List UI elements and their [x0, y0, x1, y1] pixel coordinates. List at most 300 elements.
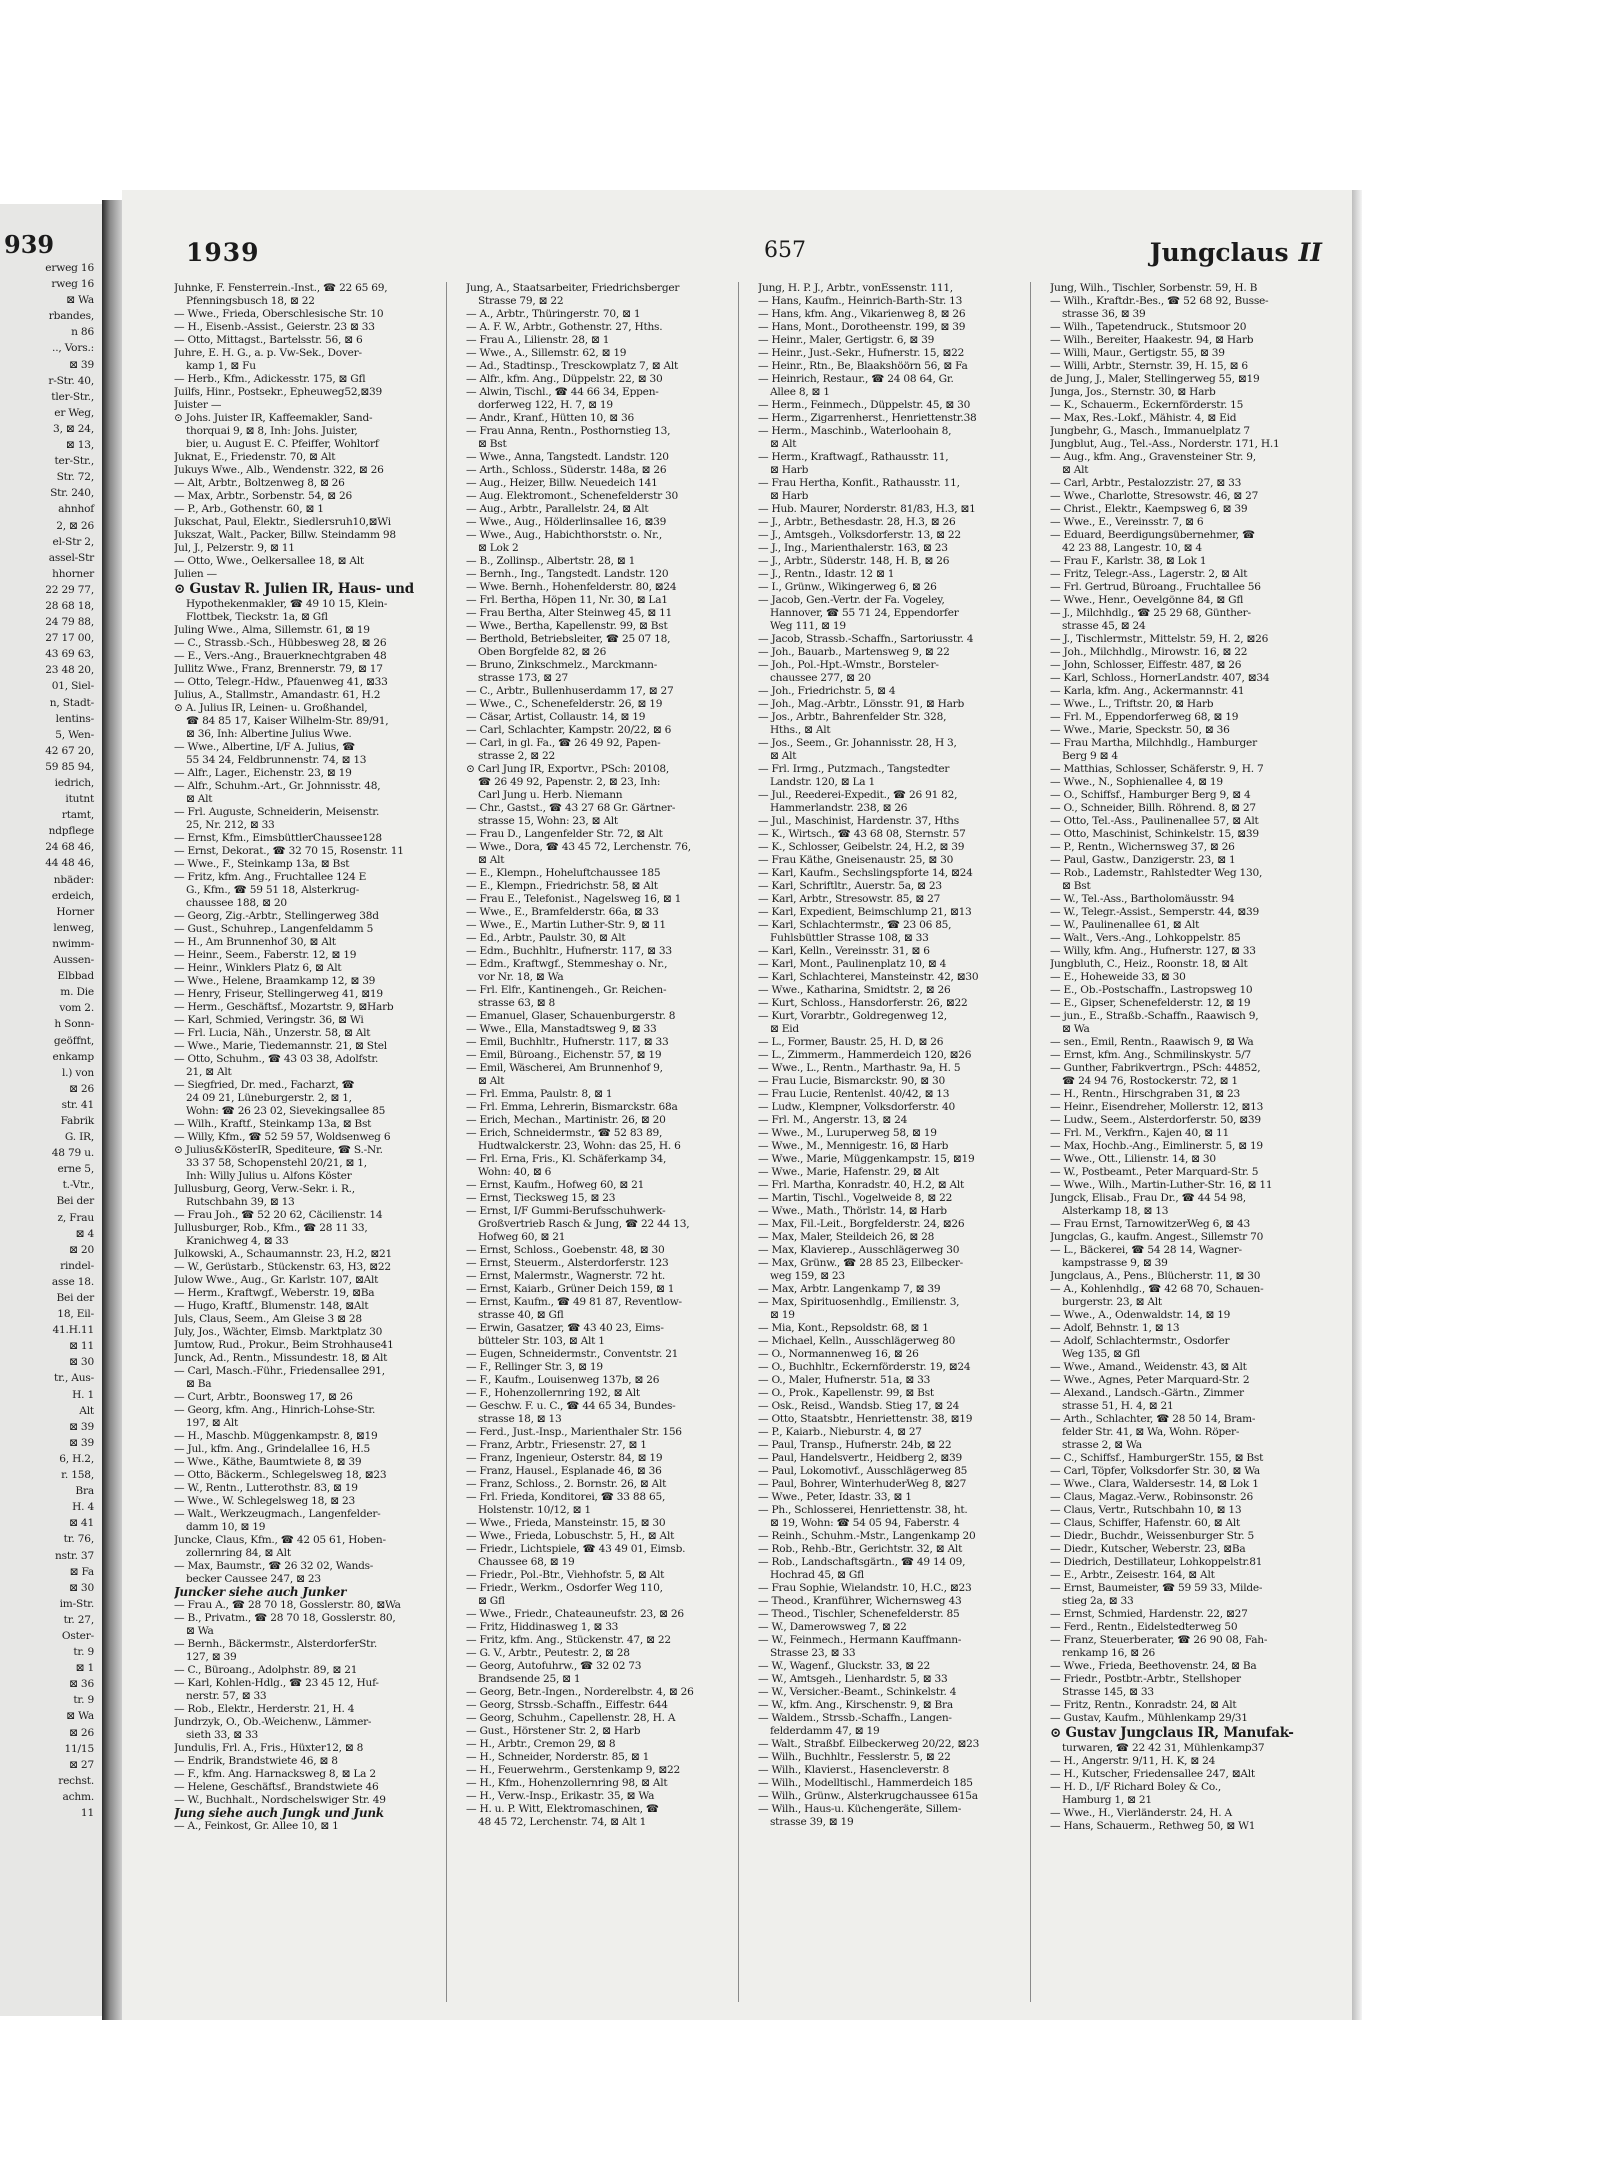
directory-entry: — Karla, kfm. Ang., Ackermannstr. 41: [1050, 685, 1245, 697]
directory-entry: Strasse 23, ⊠ 33: [770, 1647, 856, 1659]
directory-entry: — Ernst, Kaufm., Hofweg 60, ⊠ 21: [466, 1179, 645, 1191]
directory-entry: — Wilh., Klavierst., Hasencleverstr. 8: [758, 1764, 950, 1776]
directory-entry: — W., Wagenf., Gluckstr. 33, ⊠ 22: [758, 1660, 930, 1672]
directory-entry: — Michael, Kelln., Ausschlägerweg 80: [758, 1335, 956, 1347]
directory-entry: — Wwe., Marie, Speckstr. 50, ⊠ 36: [1050, 724, 1230, 736]
directory-entry: de Jung, J., Maler, Stellingerweg 55, ⊠19: [1050, 373, 1260, 385]
left-page-line: 24 68 46,: [45, 841, 94, 854]
directory-entry: ⊠ 19, Wohn: ☎ 54 05 94, Faberstr. 4: [770, 1517, 960, 1529]
directory-entry: — Reinh., Schuhm.-Mstr., Langenkamp 20: [758, 1530, 976, 1542]
directory-entry: — Aug., Arbtr., Parallelstr. 24, ⊠ Alt: [466, 503, 649, 515]
left-page-line: 27 17 00,: [45, 632, 94, 645]
directory-entry: — Frau D., Langenfelder Str. 72, ⊠ Alt: [466, 828, 663, 840]
directory-entry: — F., Rellinger Str. 3, ⊠ 19: [466, 1361, 603, 1373]
directory-entry: — Wwe., Marie, Tiedemannstr. 21, ⊠ Stel: [174, 1040, 387, 1052]
directory-entry: — Paul, Handelsvertr., Heidberg 2, ⊠39: [758, 1452, 962, 1464]
directory-entry: July, Jos., Wächter, Eimsb. Marktplatz 30: [174, 1326, 383, 1338]
directory-entry: ⊠ Gfl: [478, 1595, 505, 1607]
left-page-line: 44 48 46,: [45, 857, 94, 870]
directory-entry: — J., Ing., Marienthalerstr. 163, ⊠ 23: [758, 542, 948, 554]
directory-entry: Jungclaus, A., Pens., Blücherstr. 11, ⊠ 30: [1050, 1270, 1261, 1282]
left-page-line: tr. 9: [73, 1646, 94, 1659]
directory-entry: — Paul, Lokomotivf., Ausschlägerweg 85: [758, 1465, 968, 1477]
directory-entry: ⊠ Eid: [770, 1023, 799, 1035]
directory-entry: — A., Feinkost, Gr. Allee 10, ⊠ 1: [174, 1820, 339, 1832]
directory-entry: — P., Arb., Gothenstr. 60, ⊠ 1: [174, 503, 324, 515]
directory-entry: Hannover, ☎ 55 71 24, Eppendorfer: [770, 607, 959, 619]
left-page-line: tr. 9: [73, 1694, 94, 1707]
directory-entry: 24 09 21, Lüneburgerstr. 2, ⊠ 1,: [186, 1092, 352, 1104]
left-page-line: ⊠ 13,: [65, 439, 94, 452]
left-page-line: l.) von: [61, 1066, 94, 1079]
left-page-line: iedrich,: [54, 777, 94, 789]
directory-entry: — O., Schneider, Billh. Röhrend. 8, ⊠ 27: [1050, 802, 1256, 814]
left-page-line: nstr. 37: [54, 1549, 94, 1562]
directory-entry: — Ernst, Malermstr., Wagnerstr. 72 ht.: [466, 1270, 665, 1282]
left-page-line: er Weg,: [54, 406, 94, 419]
directory-entry: — Kurt, Schloss., Hansdorferstr. 26, ⊠22: [758, 997, 968, 1009]
directory-entry: — Frl. Irmg., Putzmach., Tangstedter: [758, 763, 950, 775]
directory-entry: — Emil, Wäscherei, Am Brunnenhof 9,: [466, 1062, 663, 1074]
directory-entry: — Karl, Schloss., HornerLandstr. 407, ⊠34: [1050, 672, 1270, 684]
left-page-line: ⊠ 1: [75, 1662, 94, 1675]
directory-entry: — Frl. Auguste, Schneiderin, Meisenstr.: [174, 806, 380, 818]
left-page-line: 11: [80, 1807, 94, 1819]
directory-entry: — Frl. Elfr., Kantinengeh., Gr. Reichen-: [466, 984, 667, 996]
directory-entry: — Frau Lucie, Bismarckstr. 90, ⊠ 30: [758, 1075, 945, 1087]
left-page-line: Alt: [79, 1404, 94, 1417]
left-page-line: Oster-: [61, 1629, 94, 1642]
directory-entry: — F., kfm. Ang. Harnacksweg 8, ⊠ La 2: [174, 1768, 376, 1780]
directory-entry: Hths., ⊠ Alt: [770, 724, 831, 736]
directory-entry: — C., Büroang., Adolphstr. 89, ⊠ 21: [174, 1664, 358, 1676]
directory-entry: — L., Bäckerei, ☎ 54 28 14, Wagner-: [1050, 1244, 1242, 1256]
left-page-line: 24 79 88,: [45, 616, 94, 629]
directory-entry: — Otto, Wwe., Oelkersallee 18, ⊠ Alt: [174, 555, 364, 567]
directory-entry: — Heinr., Just.-Sekr., Hufnerstr. 15, ⊠22: [758, 347, 965, 359]
directory-entry: — Ad., Stadtinsp., Tresckowplatz 7, ⊠ Alt: [466, 360, 678, 372]
directory-entry: — Alfr., kfm. Ang., Düppelstr. 22, ⊠ 30: [466, 373, 663, 385]
directory-entry: — Osk., Reisd., Wandsb. Stieg 17, ⊠ 24: [758, 1400, 960, 1412]
directory-entry: Alsterkamp 18, ⊠ 13: [1062, 1205, 1169, 1217]
directory-entry: — L., Zimmerm., Hammerdeich 120, ⊠26: [758, 1049, 972, 1061]
directory-entry: — W., kfm. Ang., Kirschenstr. 9, ⊠ Bra: [758, 1699, 953, 1711]
directory-entry: — Max, Spirituosenhdlg., Emilienstr. 3,: [758, 1296, 960, 1308]
directory-entry: — Wwe., Anna, Tangstedt. Landstr. 120: [466, 451, 669, 463]
directory-entry: — E., Hoheweide 33, ⊠ 30: [1050, 971, 1186, 983]
directory-page: [122, 190, 1352, 2020]
directory-entry: — Hans, kfm. Ang., Vikarienweg 8, ⊠ 26: [758, 308, 966, 320]
directory-entry: — Karl, Schlachterei, Mansteinstr. 42, ⊠30: [758, 971, 979, 983]
left-page-line: 01, Siel-: [51, 680, 94, 693]
directory-entry: felderdamm 47, ⊠ 19: [770, 1725, 880, 1737]
directory-entry: — Claus, Schiffer, Hafenstr. 60, ⊠ Alt: [1050, 1517, 1241, 1529]
directory-entry: Brandsende 25, ⊠ 1: [478, 1673, 581, 1685]
directory-entry: — E., Gipser, Schenefelderstr. 12, ⊠ 19: [1050, 997, 1251, 1009]
directory-entry: Oben Borgfelde 82, ⊠ 26: [478, 646, 607, 658]
directory-entry: — E., Arbtr., Zeisestr. 164, ⊠ Alt: [1050, 1569, 1215, 1581]
directory-entry: — Paul, Transp., Hufnerstr. 24b, ⊠ 22: [758, 1439, 952, 1451]
directory-entry: — Max, Arbtr., Sorbenstr. 54, ⊠ 26: [174, 490, 352, 502]
directory-entry: Fuhlsbüttler Strasse 108, ⊠ 33: [770, 932, 929, 944]
directory-entry: — Wwe., Peter, Idastr. 33, ⊠ 1: [758, 1491, 912, 1503]
directory-entry: — O., Normannenweg 16, ⊠ 26: [758, 1348, 919, 1360]
directory-entry: Jumtow, Rud., Prokur., Beim Strohhause41: [174, 1339, 394, 1351]
directory-entry: 25, Nr. 212, ⊠ 33: [186, 819, 275, 831]
directory-entry: — Frau Hertha, Konfit., Rathausstr. 11,: [758, 477, 960, 489]
directory-entry: — Alfr., Schuhm.-Art., Gr. Johnnisstr. 48,: [174, 780, 381, 792]
directory-entry: Weg 111, ⊠ 19: [770, 620, 846, 632]
directory-entry: — J., Arbtr., Süderstr. 148, H. B, ⊠ 26: [758, 555, 950, 567]
directory-entry: — Frau Joh., ☎ 52 20 62, Cäcilienstr. 14: [174, 1209, 383, 1221]
directory-entry: — J., Amtsgeh., Volksdorferstr. 13, ⊠ 22: [758, 529, 961, 541]
directory-entry: — Gust., Schuhrep., Langenfeldamm 5: [174, 923, 374, 935]
directory-entry: — Martin, Tischl., Vogelweide 8, ⊠ 22: [758, 1192, 953, 1204]
directory-entry: — J., Rentn., Idastr. 12 ⊠ 1: [758, 568, 895, 580]
directory-entry: — Wwe., Aug., Habichthorststr. o. Nr.,: [466, 529, 663, 541]
directory-entry: — Erich, Schneidermstr., ☎ 52 83 89,: [466, 1127, 663, 1139]
directory-entry: — Mia, Kont., Repsoldstr. 68, ⊠ 1: [758, 1322, 929, 1334]
directory-entry: — B., Zollinsp., Albertstr. 28, ⊠ 1: [466, 555, 636, 567]
directory-entry: strasse 63, ⊠ 8: [478, 997, 556, 1009]
directory-entry: — Kurt, Vorarbtr., Goldregenweg 12,: [758, 1010, 947, 1022]
directory-entry: — Paul, Bohrer, WinterhuderWeg 8, ⊠27: [758, 1478, 967, 1490]
directory-entry: — Ernst, Steuerm., Alsterdorferstr. 123: [466, 1257, 669, 1269]
directory-entry: strasse 40, ⊠ Gfl: [478, 1309, 564, 1321]
left-page-line: ⊠ 11: [69, 1340, 94, 1353]
directory-entry: — Wwe., A., Odenwaldstr. 14, ⊠ 19: [1050, 1309, 1231, 1321]
directory-entry: — Franz, Steuerberater, ☎ 26 90 08, Fah-: [1050, 1634, 1268, 1646]
directory-entry: — Emil, Büroang., Eichenstr. 57, ⊠ 19: [466, 1049, 662, 1061]
left-page-line: 5, Wen-: [55, 728, 94, 741]
directory-entry: thorquai 9, ⊠ 8, Inh: Johs. Juister,: [186, 425, 358, 437]
left-page-line: im-Str.: [59, 1597, 94, 1610]
directory-entry: — E., Vers.-Ang., Brauerknechtgraben 48: [174, 650, 387, 662]
directory-entry: — Carl, Töpfer, Volksdorfer Str. 30, ⊠ Wa: [1050, 1465, 1260, 1477]
directory-entry: — Eugen, Schneidermstr., Conventstr. 21: [466, 1348, 679, 1360]
directory-entry: nerstr. 57, ⊠ 33: [186, 1690, 267, 1702]
directory-entry: — Arth., Schlachter, ☎ 28 50 14, Bram-: [1050, 1413, 1256, 1425]
directory-entry: — Hub. Maurer, Norderstr. 81/83, H.3, ⊠1: [758, 503, 976, 515]
directory-entry: Jung, A., Staatsarbeiter, Friedrichsberger: [466, 282, 680, 294]
directory-entry: — Max, Baumstr., ☎ 26 32 02, Wands-: [174, 1560, 374, 1572]
directory-entry: damm 10, ⊠ 19: [186, 1521, 266, 1533]
directory-entry: — Heinrich, Restaur., ☎ 24 08 64, Gr.: [758, 373, 954, 385]
directory-entry: ⊙ Carl Jung IR, Exportvr., PSch: 20108,: [466, 763, 669, 775]
directory-entry: 127, ⊠ 39: [186, 1651, 237, 1663]
directory-entry: — Hans, Kaufm., Heinrich-Barth-Str. 13: [758, 295, 963, 307]
directory-entry: — Wwe., Ella, Manstadtsweg 9, ⊠ 33: [466, 1023, 657, 1035]
directory-entry: — Wwe., Marie, Müggenkampstr. 15, ⊠19: [758, 1153, 975, 1165]
directory-entry: — H., Feuerwehrm., Gerstenkamp 9, ⊠22: [466, 1764, 680, 1776]
directory-entry: ⊠ Alt: [478, 854, 505, 866]
left-page-line: Bei der: [56, 1195, 94, 1208]
left-page-line: 11/15: [64, 1742, 94, 1755]
directory-entry: — Wwe., Frieda, Mansteinstr. 15, ⊠ 30: [466, 1517, 666, 1529]
left-page-line: ⊠ 26: [69, 1726, 94, 1739]
directory-entry: — Friedr., Postbtr.-Arbtr., Stellshoper: [1050, 1673, 1241, 1685]
directory-entry: — Otto, Telegr.-Hdw., Pfauenweg 41, ⊠33: [174, 676, 388, 688]
directory-entry: — W., Gerüstarb., Stückenstr. 63, H3, ⊠22: [174, 1261, 391, 1273]
directory-entry: — H. D., I/F Richard Boley & Co.,: [1050, 1781, 1222, 1793]
left-page-line: lenweg,: [53, 921, 94, 934]
left-page-line: 43 69 63,: [45, 648, 94, 661]
left-page-line: geöffnt,: [53, 1034, 94, 1047]
directory-entry: — Wwe., E., Martin Luther-Str. 9, ⊠ 11: [466, 919, 666, 931]
directory-entry: — Frau A., ☎ 28 70 18, Gosslerstr. 80, ⊠Wa: [174, 1599, 401, 1611]
directory-entry: — Arth., Schloss., Süderstr. 148a, ⊠ 26: [466, 464, 667, 476]
left-page-line: r-Str. 40,: [48, 374, 94, 387]
directory-entry: bütteler Str. 103, ⊠ Alt 1: [478, 1335, 605, 1347]
directory-entry: — Frl. M., Eppendorferweg 68, ⊠ 19: [1050, 711, 1239, 723]
left-page-line: ⊠ 26: [69, 1082, 94, 1095]
directory-entry: Jung, Wilh., Tischler, Sorbenstr. 59, H. B: [1050, 282, 1258, 294]
directory-entry: — Max, Res.-Lokf., Mähistr. 4, ⊠ Eid: [1050, 412, 1237, 424]
running-head-section: II: [1298, 238, 1322, 267]
directory-entry: — H. u. P. Witt, Elektromaschinen, ☎: [466, 1803, 659, 1815]
left-page-line: rechst.: [58, 1774, 94, 1787]
left-page-line: Bei der: [56, 1292, 94, 1304]
directory-entry: Jullitz Wwe., Franz, Brennerstr. 79, ⊠ 17: [174, 663, 383, 675]
left-page-line: rbandes,: [48, 310, 94, 323]
directory-entry: — W., Paulinenallee 61, ⊠ Alt: [1050, 919, 1200, 931]
directory-entry: renkamp 16, ⊠ 26: [1062, 1647, 1156, 1659]
left-page-line: el-Str 2,: [52, 535, 94, 548]
directory-entry: ⊙ Gustav R. Julien IR, Haus- und: [174, 581, 414, 597]
directory-entry: Jungbehr, G., Masch., Immanuelplatz 7: [1050, 425, 1250, 437]
directory-entry: — Wwe., Frieda, Oberschlesische Str. 10: [174, 308, 384, 320]
directory-entry: — Walt., Straßbf. Eilbeckerweg 20/22, ⊠23: [758, 1738, 980, 1750]
directory-entry: — W., Amtsgeh., Lienhardstr. 5, ⊠ 33: [758, 1673, 948, 1685]
directory-entry: — Wilh., Kraftf., Steinkamp 13a, ⊠ Bst: [174, 1118, 372, 1130]
directory-entry: — Wwe., Wilh., Martin-Luther-Str. 16, ⊠ 11: [1050, 1179, 1273, 1191]
directory-entry: — Fritz, Hiddinasweg 1, ⊠ 33: [466, 1621, 619, 1633]
directory-entry: — Otto, Staatsbtr., Henriettenstr. 38, ⊠19: [758, 1413, 973, 1425]
directory-entry: ⊠ Alt: [186, 793, 213, 805]
directory-entry: — Otto, Tel.-Ass., Paulinenallee 57, ⊠ Alt: [1050, 815, 1259, 827]
directory-entry: Jullusburg, Georg, Verw.-Sekr. i. R.,: [174, 1183, 355, 1195]
directory-entry: — Alwin, Tischl., ☎ 44 66 34, Eppen-: [466, 386, 659, 398]
left-page-line: rindel-: [60, 1259, 94, 1272]
directory-entry: — Franz, Schloss., 2. Bornstr. 26, ⊠ Alt: [466, 1478, 667, 1490]
directory-entry: Juknat, E., Friedenstr. 70, ⊠ Alt: [174, 451, 336, 463]
directory-entry: Juhnke, F. Fensterrein.-Inst., ☎ 22 65 69,: [174, 282, 388, 294]
directory-entry: — E., Klempn., Friedrichstr. 58, ⊠ Alt: [466, 880, 658, 892]
directory-entry: — Frau Anna, Rentn., Posthornstieg 13,: [466, 425, 671, 437]
directory-entry: — Frau Martha, Milchhdlg., Hamburger: [1050, 737, 1257, 749]
directory-entry: — Georg, kfm. Ang., Hinrich-Lohse-Str.: [174, 1404, 376, 1416]
directory-entry: — Carl, Arbtr., Pestalozzistr. 27, ⊠ 33: [1050, 477, 1242, 489]
directory-entry: — Herm., Maschinb., Waterloohain 8,: [758, 425, 952, 437]
directory-entry: — Wwe., Käthe, Baumtwiete 8, ⊠ 39: [174, 1456, 362, 1468]
directory-entry: — Karl, Kohlen-Hdlg., ☎ 23 45 12, Huf-: [174, 1677, 379, 1689]
left-page-line: m. Die: [60, 986, 94, 999]
directory-entry: — Curt, Arbtr., Boonsweg 17, ⊠ 26: [174, 1391, 353, 1403]
directory-entry: — I., Grünw., Wikingerweg 6, ⊠ 26: [758, 581, 937, 593]
directory-entry: — Rob., Rehb.-Btr., Gerichtstr. 32, ⊠ Alt: [758, 1543, 963, 1555]
directory-entry: Jungclas, G., kaufm. Angest., Sillemstr 70: [1050, 1231, 1264, 1243]
left-page-line: ⊠ 30: [69, 1581, 94, 1594]
directory-entry: — Paul, Gastw., Danzigerstr. 23, ⊠ 1: [1050, 854, 1236, 866]
directory-entry: — Siegfried, Dr. med., Facharzt, ☎: [174, 1079, 355, 1091]
directory-entry: — Ernst, Kfm., EimsbüttlerChaussee128: [174, 832, 382, 844]
directory-entry: Weg 135, ⊠ Gfl: [1062, 1348, 1140, 1360]
left-page-year: 939: [4, 230, 55, 259]
directory-entry: — Frl. Gertrud, Büroang., Fruchtallee 56: [1050, 581, 1261, 593]
directory-entry: — Wwe., W. Schlegelsweg 18, ⊠ 23: [174, 1495, 356, 1507]
left-page-line: 18, Eil-: [57, 1308, 94, 1321]
directory-entry: — Frau Sophie, Wielandstr. 10, H.C., ⊠23: [758, 1582, 972, 1594]
directory-entry: — Georg, Schuhm., Capellenstr. 28, H. A: [466, 1712, 676, 1724]
directory-entry: — Wwe., Henr., Oevelgönne 84, ⊠ Gfl: [1050, 594, 1244, 606]
directory-entry: — Max, Grünw., ☎ 28 85 23, Eilbecker-: [758, 1257, 963, 1269]
directory-entry: Hudtwalckerstr. 23, Wohn: das 25, H. 6: [478, 1140, 681, 1152]
directory-entry: Rutschbahn 39, ⊠ 13: [186, 1196, 295, 1208]
directory-entry: ⊠ Alt: [770, 750, 797, 762]
directory-entry: — Theod., Tischler, Schenefelderstr. 85: [758, 1608, 960, 1620]
directory-columns: [174, 282, 1340, 2002]
directory-entry: — O., Buchhltr., Eckernförderstr. 19, ⊠24: [758, 1361, 971, 1373]
directory-entry: — Joh., Mag.-Arbtr., Lönsstr. 91, ⊠ Harb: [758, 698, 965, 710]
directory-entry: ☎ 24 94 76, Rostockerstr. 72, ⊠ 1: [1062, 1075, 1238, 1087]
directory-entry: — Jacob, Strassb.-Schaffn., Sartoriusstr. 4: [758, 633, 974, 645]
running-head: [1150, 238, 1322, 267]
directory-entry: — Ernst, Kaufm., ☎ 49 81 87, Reventlow-: [466, 1296, 682, 1308]
directory-entry: — Herm., Kraftwgf., Weberstr. 19, ⊠Ba: [174, 1287, 375, 1299]
directory-entry: — Heinr., Eisendreher, Mollerstr. 12, ⊠13: [1050, 1101, 1264, 1113]
directory-entry: — sen., Emil, Rentn., Raawisch 9, ⊠ Wa: [1050, 1036, 1254, 1048]
left-page-line: rtamt,: [61, 809, 94, 822]
left-page-line: ndpflege: [48, 825, 94, 838]
left-page-line: ahnhof: [58, 503, 94, 516]
directory-entry: — Hugo, Kraftf., Blumenstr. 148, ⊠Alt: [174, 1300, 369, 1312]
directory-entry: — Frau Lucie, Rentenlst. 40/42, ⊠ 13: [758, 1088, 950, 1100]
directory-entry: weg 159, ⊠ 23: [770, 1270, 845, 1282]
directory-entry: — Willi, Arbtr., Sternstr. 39, H. 15, ⊠ 6: [1050, 360, 1248, 372]
directory-entry: — Diedr., Buchdr., Weissenburger Str. 5: [1050, 1530, 1254, 1542]
left-page-line: ⊠ 36: [69, 1678, 94, 1691]
directory-entry: — H., Rentn., Hirschgraben 31, ⊠ 23: [1050, 1088, 1241, 1100]
directory-entry: — Wwe., Clara, Waldersestr. 14, ⊠ Lok 1: [1050, 1478, 1259, 1490]
directory-entry: — Claus, Magaz.-Verw., Robinsonstr. 26: [1050, 1491, 1253, 1503]
directory-entry: — John, Schlosser, Eiffestr. 487, ⊠ 26: [1050, 659, 1242, 671]
directory-entry: — Wwe., Bertha, Kapellenstr. 99, ⊠ Bst: [466, 620, 668, 632]
directory-entry: strasse 39, ⊠ 19: [770, 1816, 854, 1828]
directory-entry: — Wwe., M., Luruperweg 58, ⊠ 19: [758, 1127, 937, 1139]
directory-entry: — Frau Bertha, Alter Steinweg 45, ⊠ 11: [466, 607, 673, 619]
directory-entry: — W., Feinmech., Hermann Kauffmann-: [758, 1634, 962, 1646]
directory-entry: Jungblut, Aug., Tel.-Ass., Norderstr. 171, H.1: [1050, 438, 1280, 450]
directory-entry: — Joh., Bauarb., Martensweg 9, ⊠ 22: [758, 646, 950, 658]
directory-entry: — H., Angerstr. 9/11, H. K, ⊠ 24: [1050, 1755, 1216, 1767]
directory-entry: Jung siehe auch Jungk und Junk: [174, 1807, 384, 1820]
column-1: [174, 282, 447, 2002]
left-page-line: erne 5,: [57, 1163, 94, 1176]
directory-entry: — Jacob, Gen.-Vertr. der Fa. Vogeley,: [758, 594, 945, 606]
left-page-line: Fabrik: [60, 1114, 94, 1127]
directory-entry: Juhre, E. H. G., a. p. Vw-Sek., Dover-: [174, 347, 362, 359]
directory-entry: — A., Arbtr., Thüringerstr. 70, ⊠ 1: [466, 308, 641, 320]
left-page-line: str. 41: [61, 1098, 94, 1111]
directory-entry: — Wwe., Math., Thörlstr. 14, ⊠ Harb: [758, 1205, 947, 1217]
directory-entry: Holstenstr. 10/12, ⊠ 1: [478, 1504, 591, 1516]
directory-entry: — Jul., kfm. Ang., Grindelallee 16, H.5: [174, 1443, 370, 1455]
directory-entry: Wohn: ☎ 26 23 02, Sievekingsallee 85: [186, 1105, 386, 1117]
directory-entry: — Georg, Betr.-Ingen., Norderelbstr. 4, ⊠ 26: [466, 1686, 694, 1698]
directory-entry: Juister —: [174, 399, 222, 411]
directory-entry: — Wwe., L., Triftstr. 20, ⊠ Harb: [1050, 698, 1214, 710]
directory-entry: — Franz, Hausel., Esplanade 46, ⊠ 36: [466, 1465, 662, 1477]
directory-entry: — Wwe., H., Vierländerstr. 24, H. A: [1050, 1807, 1232, 1819]
left-page-line: achm.: [62, 1790, 94, 1803]
directory-entry: — Bruno, Zinkschmelz., Marckmann-: [466, 659, 658, 671]
directory-entry: — Ernst, Tiecksweg 15, ⊠ 23: [466, 1192, 616, 1204]
directory-entry: 33 37 58, Schopenstehl 20/21, ⊠ 1,: [186, 1157, 367, 1169]
directory-entry: stieg 2a, ⊠ 33: [1062, 1595, 1134, 1607]
directory-entry: ⊠ 19: [770, 1309, 795, 1321]
left-page-line: erdeich,: [51, 889, 94, 902]
directory-entry: — Heinr., Rtn., Be, Blaakshöörn 56, ⊠ Fa: [758, 360, 968, 372]
directory-entry: — Otto, Maschinist, Schinkelstr. 15, ⊠39: [1050, 828, 1259, 840]
directory-entry: — Georg, Strssb.-Schaffn., Eiffestr. 644: [466, 1699, 668, 1711]
directory-entry: — Frl. Frieda, Konditorei, ☎ 33 88 65,: [466, 1491, 666, 1503]
directory-entry: — Alexand., Landsch.-Gärtn., Zimmer: [1050, 1387, 1244, 1399]
directory-entry: ☎ 26 49 92, Papenstr. 2, ⊠ 23, Inh:: [478, 776, 661, 788]
directory-entry: strasse 2, ⊠ 22: [478, 750, 556, 762]
left-page-line: z, Frau: [57, 1211, 94, 1224]
directory-entry: — Herm., Feinmech., Düppelstr. 45, ⊠ 30: [758, 399, 971, 411]
directory-entry: — Jul., Maschinist, Hardenstr. 37, Hths: [758, 815, 959, 827]
directory-entry: — H., Verw.-Insp., Erikastr. 35, ⊠ Wa: [466, 1790, 655, 1802]
directory-entry: Julow Wwe., Aug., Gr. Karlstr. 107, ⊠Alt: [174, 1274, 379, 1286]
directory-entry: — Wilh., Tapetendruck., Stutsmoor 20: [1050, 321, 1247, 333]
directory-entry: — F., Hohenzollernring 192, ⊠ Alt: [466, 1387, 640, 1399]
directory-entry: G., Kfm., ☎ 59 51 18, Alsterkrug-: [186, 884, 360, 896]
directory-entry: — Wilh., Bereiter, Haakestr. 94, ⊠ Harb: [1050, 334, 1254, 346]
directory-entry: Wohn: 40, ⊠ 6: [478, 1166, 552, 1178]
directory-entry: — Wwe., Amand., Weidenstr. 43, ⊠ Alt: [1050, 1361, 1247, 1373]
directory-entry: ⊠ Wa: [1062, 1023, 1090, 1035]
directory-entry: Juls, Claus, Seem., Am Gleise 3 ⊠ 28: [174, 1313, 362, 1325]
left-page-line: ⊠ 41: [69, 1517, 94, 1530]
directory-entry: — Ernst, Kaiarb., Grüner Deich 159, ⊠ 1: [466, 1283, 675, 1295]
directory-entry: — Endrik, Brandstwiete 46, ⊠ 8: [174, 1755, 338, 1767]
directory-entry: — P., Kaiarb., Nieburstr. 4, ⊠ 27: [758, 1426, 922, 1438]
directory-entry: — Wwe., Katharina, Smidtstr. 2, ⊠ 26: [758, 984, 951, 996]
directory-entry: — Max, Klavierep., Ausschlägerweg 30: [758, 1244, 960, 1256]
directory-entry: — Georg, Zig.-Arbtr., Stellingerweg 38d: [174, 910, 379, 922]
left-page-line: ter-Str.,: [54, 455, 94, 468]
directory-entry: Juncke, Claus, Kfm., ☎ 42 05 61, Hoben-: [174, 1534, 386, 1546]
running-head-surname: Jungclaus: [1149, 238, 1289, 267]
left-page-line: n 86: [71, 326, 94, 339]
directory-entry: — E., Klempn., Hoheluftchaussee 185: [466, 867, 661, 879]
directory-entry: — Wilh., Kraftdr.-Bes., ☎ 52 68 92, Busse-: [1050, 295, 1269, 307]
left-page-line: ⊠ 30: [69, 1356, 94, 1369]
directory-entry: — Wwe., Marie, Hafenstr. 29, ⊠ Alt: [758, 1166, 940, 1178]
left-page-line: 42 67 20,: [45, 744, 94, 757]
directory-entry: — Frl. Emma, Paulstr. 8, ⊠ 1: [466, 1088, 613, 1100]
directory-entry: — A., Kohlenhdlg., ☎ 42 68 70, Schauen-: [1050, 1283, 1264, 1295]
directory-entry: — J., Tischlermstr., Mittelstr. 59, H. 2, ⊠26: [1050, 633, 1269, 645]
left-page-line: 41.H.11: [52, 1324, 94, 1337]
directory-entry: — Wilh., Haus-u. Küchengeräte, Sillem-: [758, 1803, 962, 1815]
directory-entry: — Jos., Seem., Gr. Johannisstr. 28, H 3,: [758, 737, 957, 749]
directory-entry: — Wwe., Charlotte, Stresowstr. 46, ⊠ 27: [1050, 490, 1259, 502]
left-page-line: 28 68 18,: [45, 599, 94, 612]
left-page-line: tr., Aus-: [54, 1372, 94, 1385]
left-page-line: tler-Str.,: [51, 390, 94, 403]
